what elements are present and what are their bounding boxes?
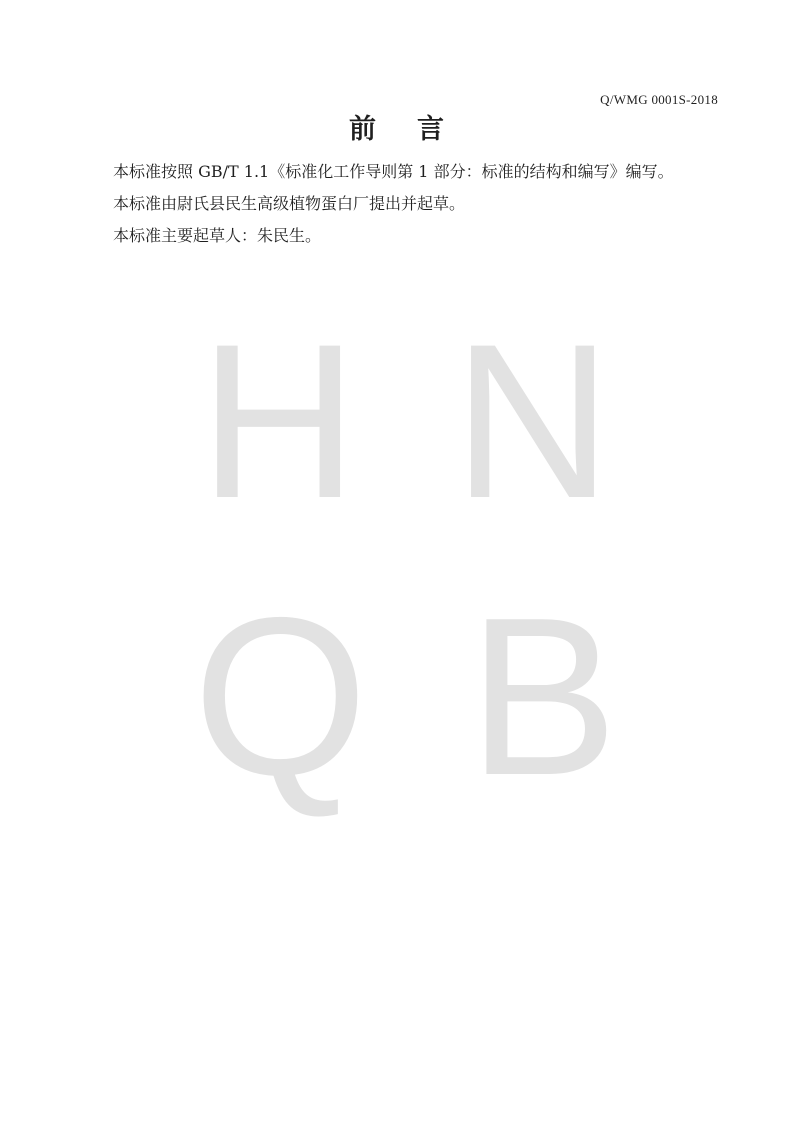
watermark-hn bbox=[9, 298, 793, 544]
page-title bbox=[0, 116, 793, 143]
watermark-letter-h: H bbox=[199, 298, 358, 544]
paragraph-3: 本标准主要起草人：朱民生。 bbox=[113, 226, 322, 245]
watermark-letter-b: B bbox=[467, 570, 619, 822]
paragraph-1: 本标准按照 GB/T 1.1《标准化工作导则第 1 部分：标准的结构和编写》编写。 bbox=[113, 162, 674, 181]
title-char-2: 言 bbox=[417, 114, 444, 144]
paragraph-2: 本标准由尉氏县民生高级植物蛋白厂提出并起草。 bbox=[113, 194, 466, 213]
watermark-qb bbox=[9, 570, 793, 822]
doc-number: Q/WMG 0001S-2018 bbox=[600, 92, 718, 107]
watermark-letter-q: Q bbox=[192, 570, 368, 822]
body-text bbox=[113, 162, 721, 258]
watermark-letter-n: N bbox=[453, 298, 612, 544]
title-char-1: 前 bbox=[349, 114, 376, 144]
